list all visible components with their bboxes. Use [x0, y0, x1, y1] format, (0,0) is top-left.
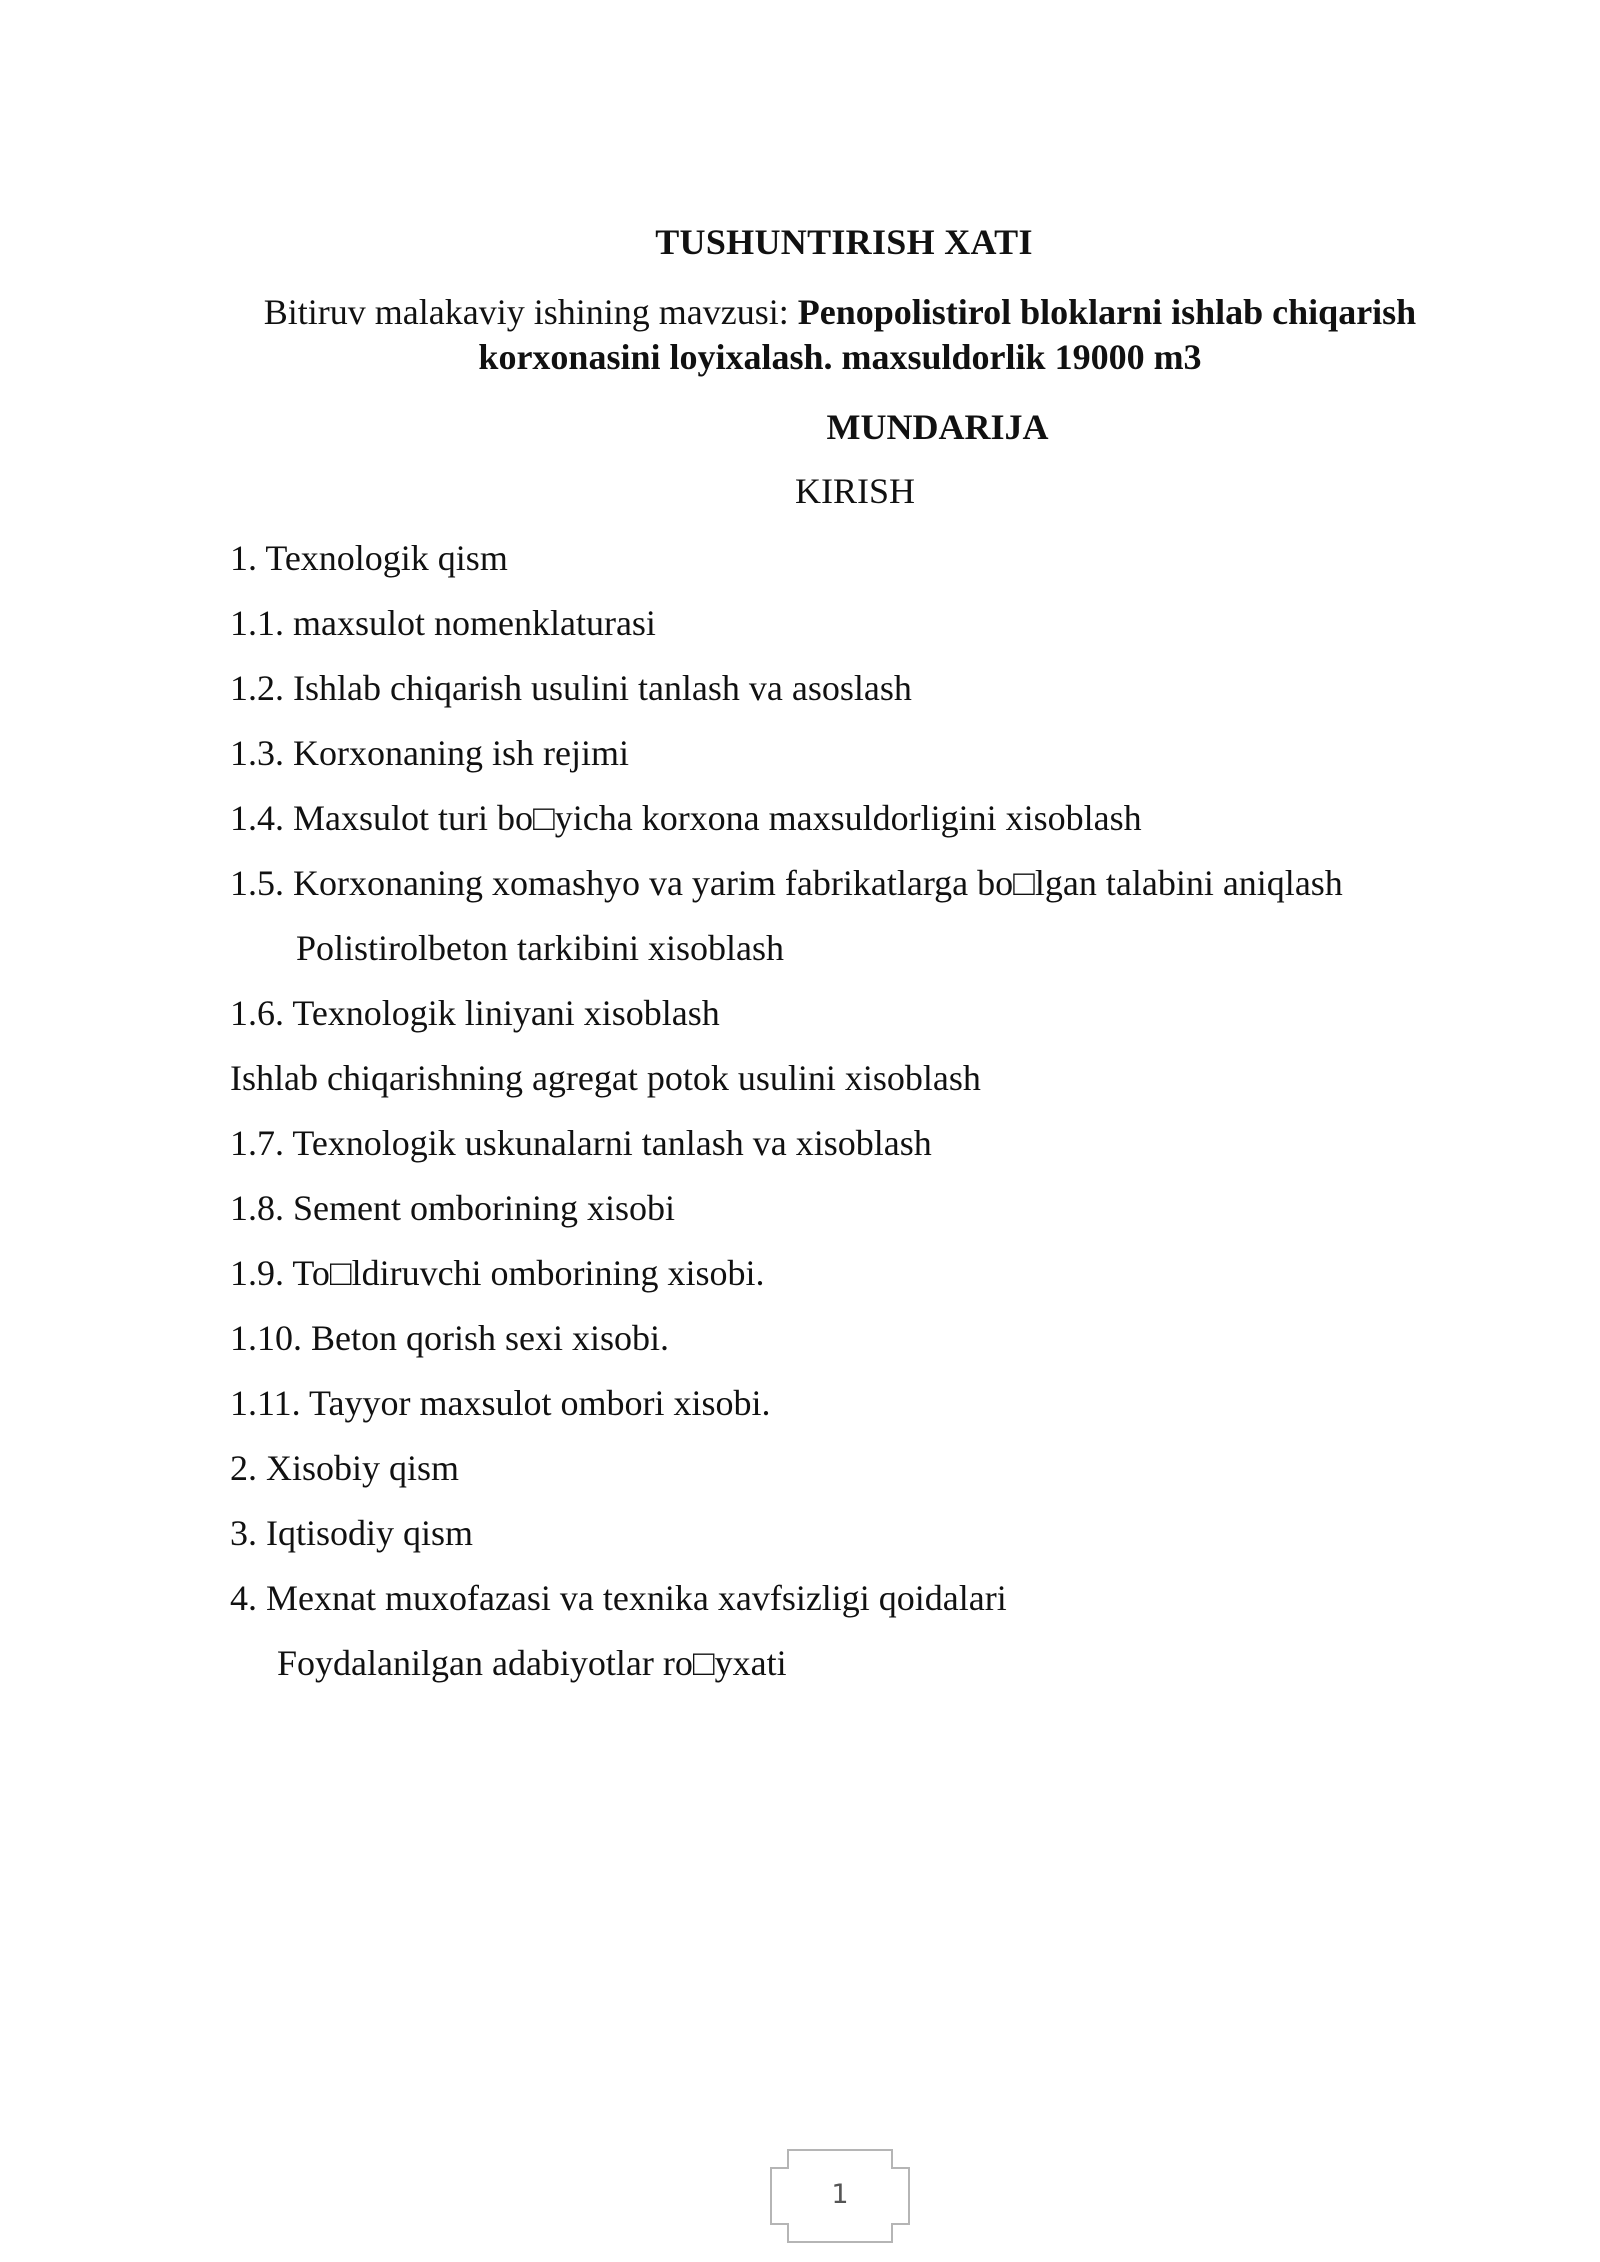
page-number: 1	[831, 2179, 849, 2210]
toc-item: 1.10. Beton qorish sexi xisobi.	[230, 1318, 669, 1358]
toc-item: 1.2. Ishlab chiqarish usulini tanlash va asoslash	[230, 668, 912, 708]
toc-item: 1.9. To□ldiruvchi omborining xisobi.	[230, 1253, 765, 1293]
toc-item: 1.5. Korxonaning xomashyo va yarim fabrikatlarga bo□lgan talabini aniqlash	[230, 863, 1343, 903]
toc-item: 4. Mexnat muxofazasi va texnika xavfsizligi qoidalari	[230, 1578, 1007, 1618]
toc-intro: KIRISH	[795, 471, 916, 511]
toc-item: 3. Iqtisodiy qism	[230, 1513, 474, 1553]
toc-item: 1. Texnologik qism	[230, 538, 508, 578]
toc-item: Foydalanilgan adabiyotlar ro□yxati	[277, 1643, 787, 1683]
topic-bold: Penopolistirol bloklarni ishlab chiqarish korxonasini loyixalash. maxsuldorlik 19000 m3	[478, 292, 1417, 377]
toc-item: Ishlab chiqarishning agregat potok usulini xisoblash	[230, 1058, 981, 1098]
toc-item: 1.6. Texnologik liniyani xisoblash	[230, 993, 720, 1033]
toc-item: 1.11. Tayyor maxsulot ombori xisobi.	[230, 1383, 771, 1423]
contents-heading: MUNDARIJA	[826, 407, 1049, 447]
page-number-frame	[770, 2149, 910, 2243]
document-topic	[200, 290, 1480, 380]
toc-item: 1.7. Texnologik uskunalarni tanlash va xisoblash	[230, 1123, 932, 1163]
toc-item: Polistirolbeton tarkibini xisoblash	[296, 928, 784, 968]
toc-item: 1.1. maxsulot nomenklaturasi	[230, 603, 656, 643]
document-title: TUSHUNTIRISH XATI	[655, 222, 1033, 262]
toc-item: 1.4. Maxsulot turi bo□yicha korxona maxsuldorligini xisoblash	[230, 798, 1142, 838]
topic-prefix: Bitiruv malakaviy ishining mavzusi:	[263, 292, 798, 332]
toc-item: 1.8. Sement omborining xisobi	[230, 1188, 675, 1228]
toc-item: 1.3. Korxonaning ish rejimi	[230, 733, 629, 773]
toc-item: 2. Xisobiy qism	[230, 1448, 460, 1488]
